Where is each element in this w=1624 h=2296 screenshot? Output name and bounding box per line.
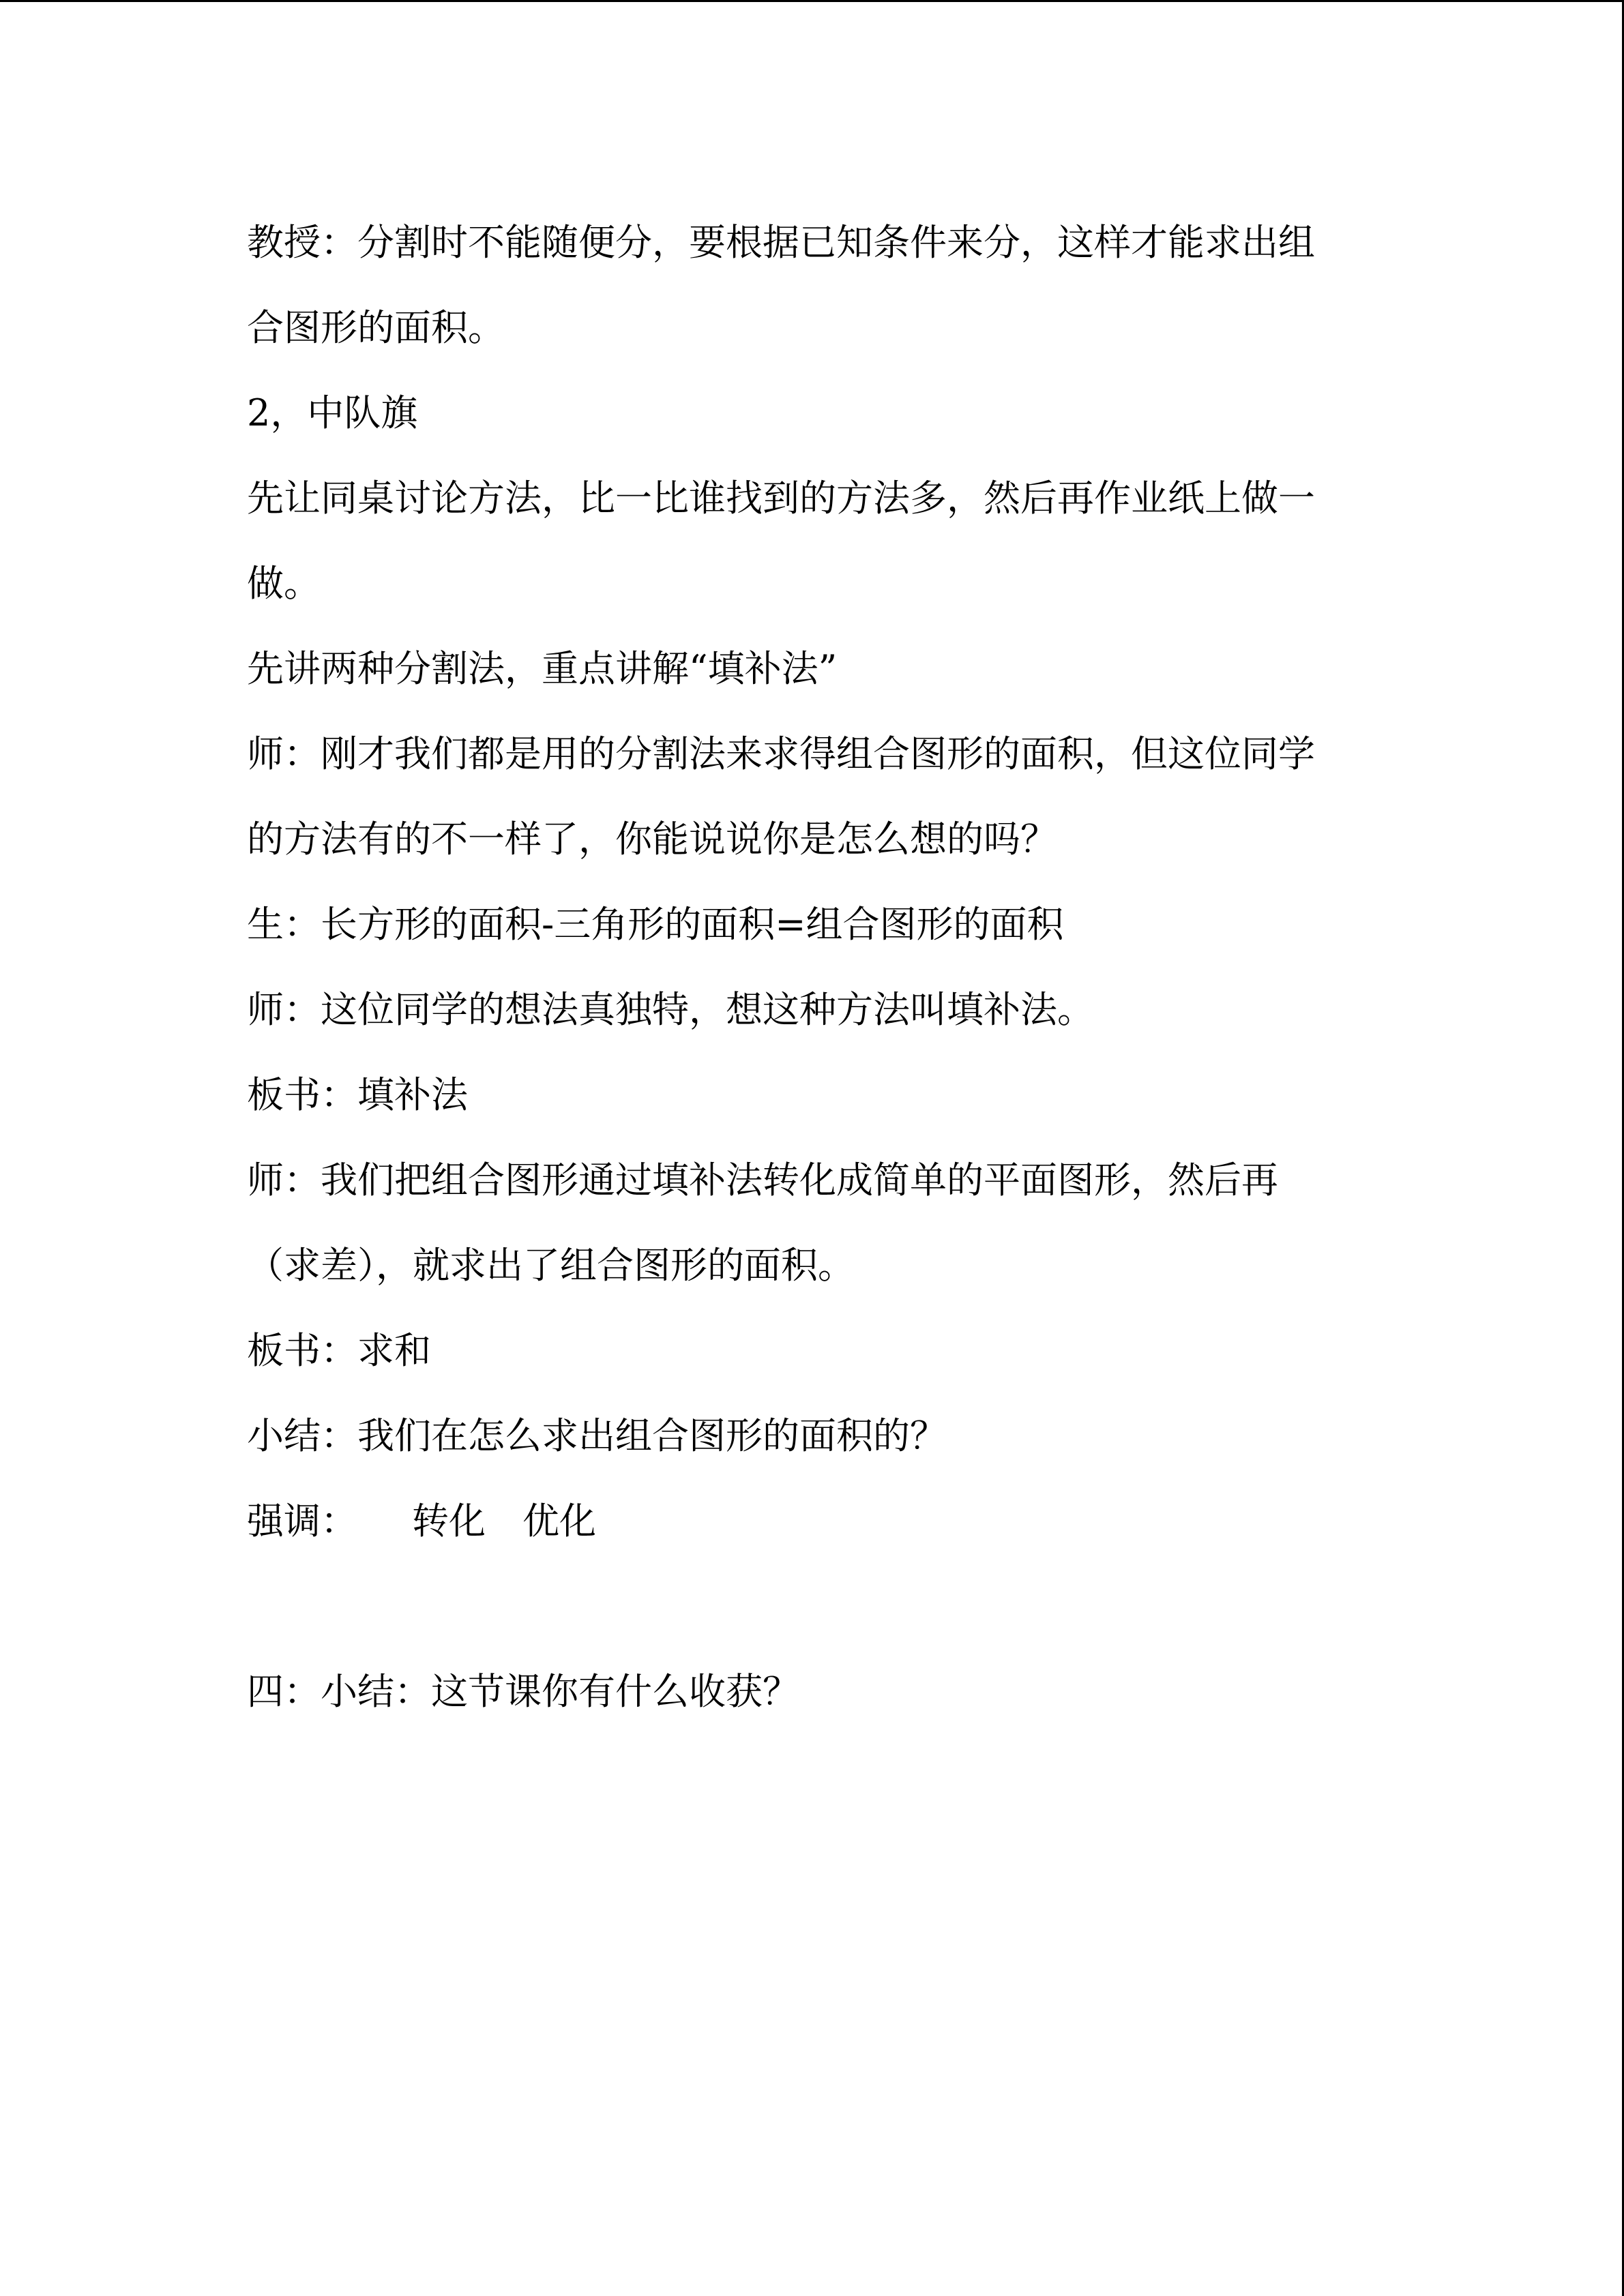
emphasis-label: 强调： xyxy=(247,1500,357,1542)
text-line: 的方法有的不一样了，你能说说你是怎么想的吗？ xyxy=(247,818,1057,861)
blank-line xyxy=(247,1570,1379,1656)
text-line: 合图形的面积。 xyxy=(247,306,505,349)
text-line: 做。 xyxy=(247,562,321,605)
text-line: 板书：求和 xyxy=(247,1329,431,1372)
emphasis-word: 转化 xyxy=(412,1500,486,1542)
text-line: 先让同桌讨论方法，比一比谁找到的方法多，然后再作业纸上做一 xyxy=(247,477,1315,520)
emphasis-line xyxy=(247,1485,1379,1570)
text-line: 师：我们把组合图形通过填补法转化成简单的平面图形，然后再 xyxy=(247,1159,1278,1202)
text-line: 先讲两种分割法，重点讲解“填补法” xyxy=(247,647,838,690)
text-line: 板书：填补法 xyxy=(247,1073,468,1116)
text-line: 生：长方形的面积-三角形的面积=组合图形的面积 xyxy=(247,903,1064,946)
text-line: 师：这位同学的想法真独特，想这种方法叫填补法。 xyxy=(247,988,1094,1031)
section-heading: 2，中队旗 xyxy=(247,391,418,434)
emphasis-word: 优化 xyxy=(522,1500,596,1542)
text-line: 小结：我们在怎么求出组合图形的面积的？ xyxy=(247,1414,947,1457)
text-line: 教授：分割时不能随便分，要根据已知条件来分，这样才能求出组 xyxy=(247,221,1315,264)
text-line: （求差），就求出了组合图形的面积。 xyxy=(247,1244,855,1287)
document-body xyxy=(247,207,1379,1741)
summary-line: 四：小结：这节课你有什么收获？ xyxy=(247,1670,799,1713)
text-line: 师：刚才我们都是用的分割法来求得组合图形的面积，但这位同学 xyxy=(247,732,1315,775)
